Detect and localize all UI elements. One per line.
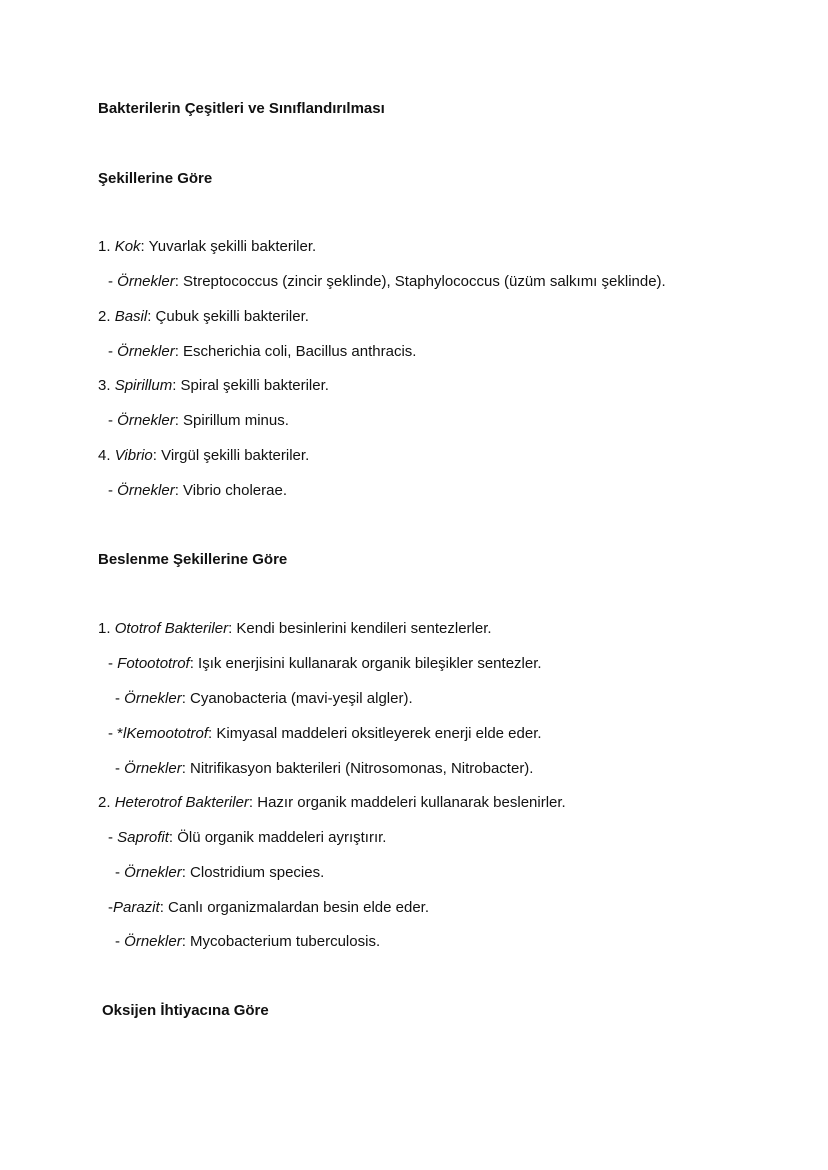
list-item: - Saprofit: Ölü organik maddeleri ayrıştırır.	[108, 829, 387, 846]
document-title: Bakterilerin Çeşitleri ve Sınıflandırılması	[98, 100, 385, 117]
list-item: - Örnekler: Escherichia coli, Bacillus anthracis.	[108, 343, 417, 360]
list-item: 1. Kok: Yuvarlak şekilli bakteriler.	[98, 238, 317, 255]
list-item: - Örnekler: Clostridium species.	[115, 864, 325, 881]
section-heading-nutrition: Beslenme Şekillerine Göre	[98, 551, 288, 568]
list-item: 2. Basil: Çubuk şekilli bakteriler.	[98, 308, 309, 325]
list-item: - Örnekler: Nitrifikasyon bakterileri (Nitrosomonas, Nitrobacter).	[115, 760, 534, 777]
list-item: 1. Ototrof Bakteriler: Kendi besinlerini kendileri sentezlerler.	[98, 620, 492, 637]
list-item: 2. Heterotrof Bakteriler: Hazır organik maddeleri kullanarak beslenirler.	[98, 794, 566, 811]
list-item: 3. Spirillum: Spiral şekilli bakteriler.	[98, 377, 329, 394]
list-item: - Fotoototrof: Işık enerjisini kullanarak organik bileşikler sentezler.	[108, 655, 542, 672]
list-item: - Örnekler: Vibrio cholerae.	[108, 482, 287, 499]
list-item: - Örnekler: Mycobacterium tuberculosis.	[115, 933, 381, 950]
list-item: - Örnekler: Spirillum minus.	[108, 412, 289, 429]
list-item: - Örnekler: Streptococcus (zincir şeklinde), Staphylococcus (üzüm salkımı şeklinde).	[108, 273, 666, 290]
list-item: 4. Vibrio: Virgül şekilli bakteriler.	[98, 447, 310, 464]
section-heading-shape: Şekillerine Göre	[98, 170, 213, 187]
list-item: - *lKemoototrof: Kimyasal maddeleri oksitleyerek enerji elde eder.	[108, 725, 542, 742]
section-heading-oxygen: Oksijen İhtiyacına Göre	[102, 1002, 269, 1019]
list-item: - Örnekler: Cyanobacteria (mavi-yeşil algler).	[115, 690, 413, 707]
list-item: -Parazit: Canlı organizmalardan besin elde eder.	[108, 899, 430, 916]
